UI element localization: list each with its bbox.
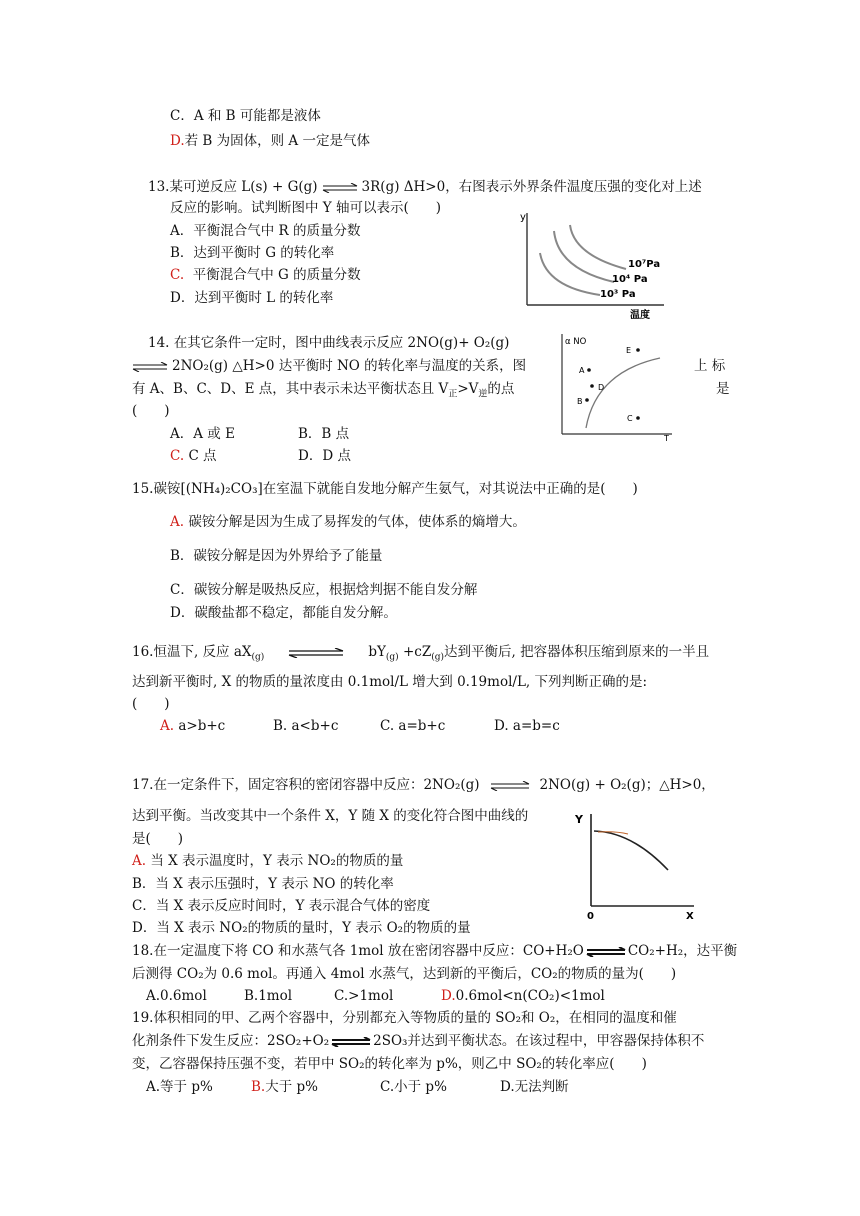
q16-option-d: D. a=b=c (494, 718, 560, 734)
q14-option-d: D．D 点 (298, 448, 351, 464)
q13-curve-label-1e3: 10³ Pa (600, 289, 636, 300)
q14-stem-line3-tail: 是 (716, 381, 730, 397)
q14-point-c (636, 416, 640, 420)
q13-option-b: B．达到平衡时 G 的转化率 (170, 245, 335, 261)
q14-option-b: B．B 点 (298, 426, 350, 442)
q15-option-c: C．碳铵分解是吸热反应，根据焓判据不能自发分解 (170, 582, 478, 598)
q17-stem-line3: 是( ) (132, 831, 184, 847)
q16-option-a-label: A. (160, 718, 175, 734)
q14-label-b: B (577, 397, 583, 406)
q15-option-a-label: A. (170, 514, 185, 530)
q12-option-d (170, 132, 370, 150)
q14-point-b (585, 398, 589, 402)
q18-option-d-text: 0.6mol<n(CO₂)<1mol (455, 988, 605, 1004)
q16-stem-b: bY (368, 644, 386, 660)
equilibrium-arrow-icon (132, 362, 168, 372)
q13-option-c-label: C. (170, 267, 185, 283)
q13-y-label: y (520, 212, 526, 223)
q14-option-a: A．A 或 E (170, 426, 235, 442)
q13-option-c (170, 266, 361, 284)
equilibrium-arrow-icon (331, 1037, 371, 1047)
q16-option-b: B. a<b+c (273, 718, 339, 734)
q14-option-c (170, 447, 217, 465)
q17-x-label: X (686, 911, 694, 922)
q19-option-c: C.小于 p% (380, 1079, 447, 1095)
q17-origin-label: 0 (587, 911, 594, 922)
q14-label-e: E (626, 346, 632, 355)
q14-stem2-text: 2NO₂(g) △H>0 达平衡时 NO 的转化率与温度的关系，图 (172, 358, 527, 374)
q14-label-a: A (579, 366, 585, 375)
q18-stem-b: CO₂+H₂，达平衡 (627, 943, 738, 959)
q17-figure (572, 806, 702, 922)
q15-stem: 15.碳铵[(NH₄)₂CO₃]在室温下就能自发地分解产生氨气，对其说法中正确的是( ) (132, 481, 638, 497)
q14-option-c-text: C 点 (188, 448, 217, 464)
q15-option-d: D．碳酸盐都不稳定，都能自发分解。 (170, 605, 397, 621)
q14-stem3-mid: >V (457, 381, 479, 397)
q19-stem2-a: 化剂条件下发生反应：2SO₂+O₂ (132, 1033, 330, 1049)
q16-stem-line1 (132, 643, 709, 667)
q14-y-label: α NO (565, 337, 587, 347)
q12-option-d-text: 若 B 为固体，则 A 一定是气体 (184, 133, 370, 149)
q17-option-d: D．当 X 表示 NO₂的物质的量时，Y 表示 O₂的物质的量 (132, 920, 471, 936)
q18-option-a: A.0.6mol (146, 988, 207, 1004)
q14-v-reverse-sub: 逆 (478, 389, 488, 400)
q14-stem-line2-tail: 上 标 (694, 358, 726, 374)
q17-option-b: B．当 X 表示压强时，Y 表示 NO 的转化率 (132, 876, 394, 892)
q19-option-a: A.等于 p% (146, 1079, 213, 1095)
q14-stem3-c: 的点 (487, 381, 515, 397)
q18-option-b: B.1mol (244, 988, 293, 1004)
q18-option-d (441, 987, 605, 1005)
q14-stem3-a: 有 A、B、C、D、E 点，其中表示未达平衡状态且 V (132, 381, 449, 397)
q14-curve (586, 358, 660, 428)
q13-x-label: 温度 (630, 310, 650, 321)
q14-label-d: D (598, 383, 605, 392)
q17-stem-a: 17.在一定条件下，固定容积的密闭容器中反应：2NO₂(g) (132, 777, 480, 793)
q14-option-c-label: C. (170, 448, 185, 464)
equilibrium-arrow-icon (322, 183, 358, 193)
q14-stem-line4: ( ) (132, 403, 170, 419)
q17-option-a-label: A. (132, 853, 147, 869)
q15-option-b: B．碳铵分解是因为外界给予了能量 (170, 548, 383, 564)
q12-option-c: C．A 和 B 可能都是液体 (170, 108, 321, 124)
q17-option-a-text: 当 X 表示温度时，Y 表示 NO₂的物质的量 (150, 853, 404, 869)
q19-option-d: D.无法判断 (500, 1079, 569, 1095)
q13-option-c-text: 平衡混合气中 G 的质量分数 (192, 267, 361, 283)
q13-option-a: A．平衡混合气中 R 的质量分数 (170, 223, 361, 239)
q12-option-d-label: D. (170, 133, 185, 149)
q17-y-label: Y (575, 813, 583, 826)
q17-stem-b: 2NO(g) + O₂(g)；△H>0， (539, 777, 715, 793)
q13-figure (516, 205, 666, 323)
q14-stem-line2 (132, 357, 526, 375)
q14-point-a (587, 368, 591, 372)
q13-stem-b: 3R(g) ΔH>0，右图表示外界条件温度压强的变化对上述 (361, 179, 702, 195)
q14-point-d (590, 384, 594, 388)
q16-sub-g3: (g) (431, 652, 445, 663)
q18-stem-line1 (132, 942, 737, 960)
q16-stem-a: 16.恒温下, 反应 aX (132, 644, 252, 660)
q16-stem-line2: 达到新平衡时, X 的物质的量浓度由 0.1mol/L 增大到 0.19mol/L, 下列判断正确的是: (132, 674, 648, 690)
q19-option-b-text: 大于 p% (265, 1079, 318, 1095)
q15-option-a-text: 碳铵分解是因为生成了易挥发的气体，使体系的熵增大。 (188, 514, 526, 530)
q13-option-d: D．达到平衡时 L 的转化率 (170, 290, 334, 306)
q14-stem-line3 (132, 380, 514, 404)
equilibrium-arrow-icon (490, 781, 530, 791)
q13-stem-a: 13.某可逆反应 L(s) + G(g) (148, 179, 318, 195)
q17-option-c: C．当 X 表示反应时间时，Y 表示混合气体的密度 (132, 898, 431, 914)
q18-option-c: C.>1mol (334, 988, 394, 1004)
q14-point-e (636, 348, 640, 352)
q15-option-a (170, 513, 526, 531)
q16-sub-g1: (g) (251, 652, 265, 663)
q13-curve-1e4 (554, 231, 614, 282)
q14-v-forward-sub: 正 (448, 389, 458, 400)
q14-stem-line1: 14. 在其它条件一定时，图中曲线表示反应 2NO(g)+ O₂(g) (148, 335, 510, 351)
q16-stem-d: 达到平衡后, 把容器体积压缩到原来的一半且 (444, 644, 710, 660)
q19-stem2-b: 2SO₃并达到平衡状态。在该过程中，甲容器保持体积不 (373, 1033, 705, 1049)
q16-sub-g2: (g) (385, 652, 399, 663)
q16-option-c: C. a=b+c (380, 718, 446, 734)
q17-option-a (132, 852, 403, 870)
q17-stem-line2: 达到平衡。当改变其中一个条件 X，Y 随 X 的变化符合图中曲线的 (132, 808, 529, 824)
q17-curve (594, 831, 668, 870)
q18-option-d-label: D. (441, 988, 456, 1004)
q19-stem-line3: 变，乙容器保持压强不变，若甲中 SO₂的转化率为 p%，则乙中 SO₂的转化率应( ) (132, 1056, 647, 1072)
q16-option-a (160, 717, 225, 735)
q19-option-b-label: B. (251, 1079, 266, 1095)
q13-stem-line2: 反应的影响。试判断图中 Y 轴可以表示( ) (170, 200, 442, 216)
q16-option-a-text: a>b+c (178, 718, 226, 734)
q17-stem-line1 (132, 776, 715, 794)
q14-label-c: C (627, 414, 633, 423)
equilibrium-arrow-icon (288, 648, 344, 658)
q19-stem-line2 (132, 1032, 704, 1050)
q18-stem-a: 18.在一定温度下将 CO 和水蒸气各 1mol 放在密闭容器中反应：CO+H₂O (132, 943, 584, 959)
q13-curve-label-1e4: 10⁴ Pa (612, 274, 648, 285)
q13-curve-1e7 (570, 225, 626, 269)
q19-option-b (251, 1078, 318, 1096)
q14-x-label: T (664, 434, 669, 442)
equilibrium-arrow-icon (586, 947, 626, 957)
q16-stem-c: +cZ (398, 644, 432, 660)
q13-curve-label-1e7: 10⁷Pa (628, 259, 661, 270)
q16-stem-line3: ( ) (132, 696, 170, 712)
q18-stem-line2: 后测得 CO₂为 0.6 mol。再通入 4mol 水蒸气，达到新的平衡后，CO₂的物质的量为( ) (132, 966, 677, 982)
q14-figure (556, 330, 676, 442)
q13-stem-line1 (148, 178, 702, 196)
q19-stem-line1: 19.体积相同的甲、乙两个容器中，分别都充入等物质的量的 SO₂和 O₂，在相同的温度和催 (132, 1010, 677, 1026)
